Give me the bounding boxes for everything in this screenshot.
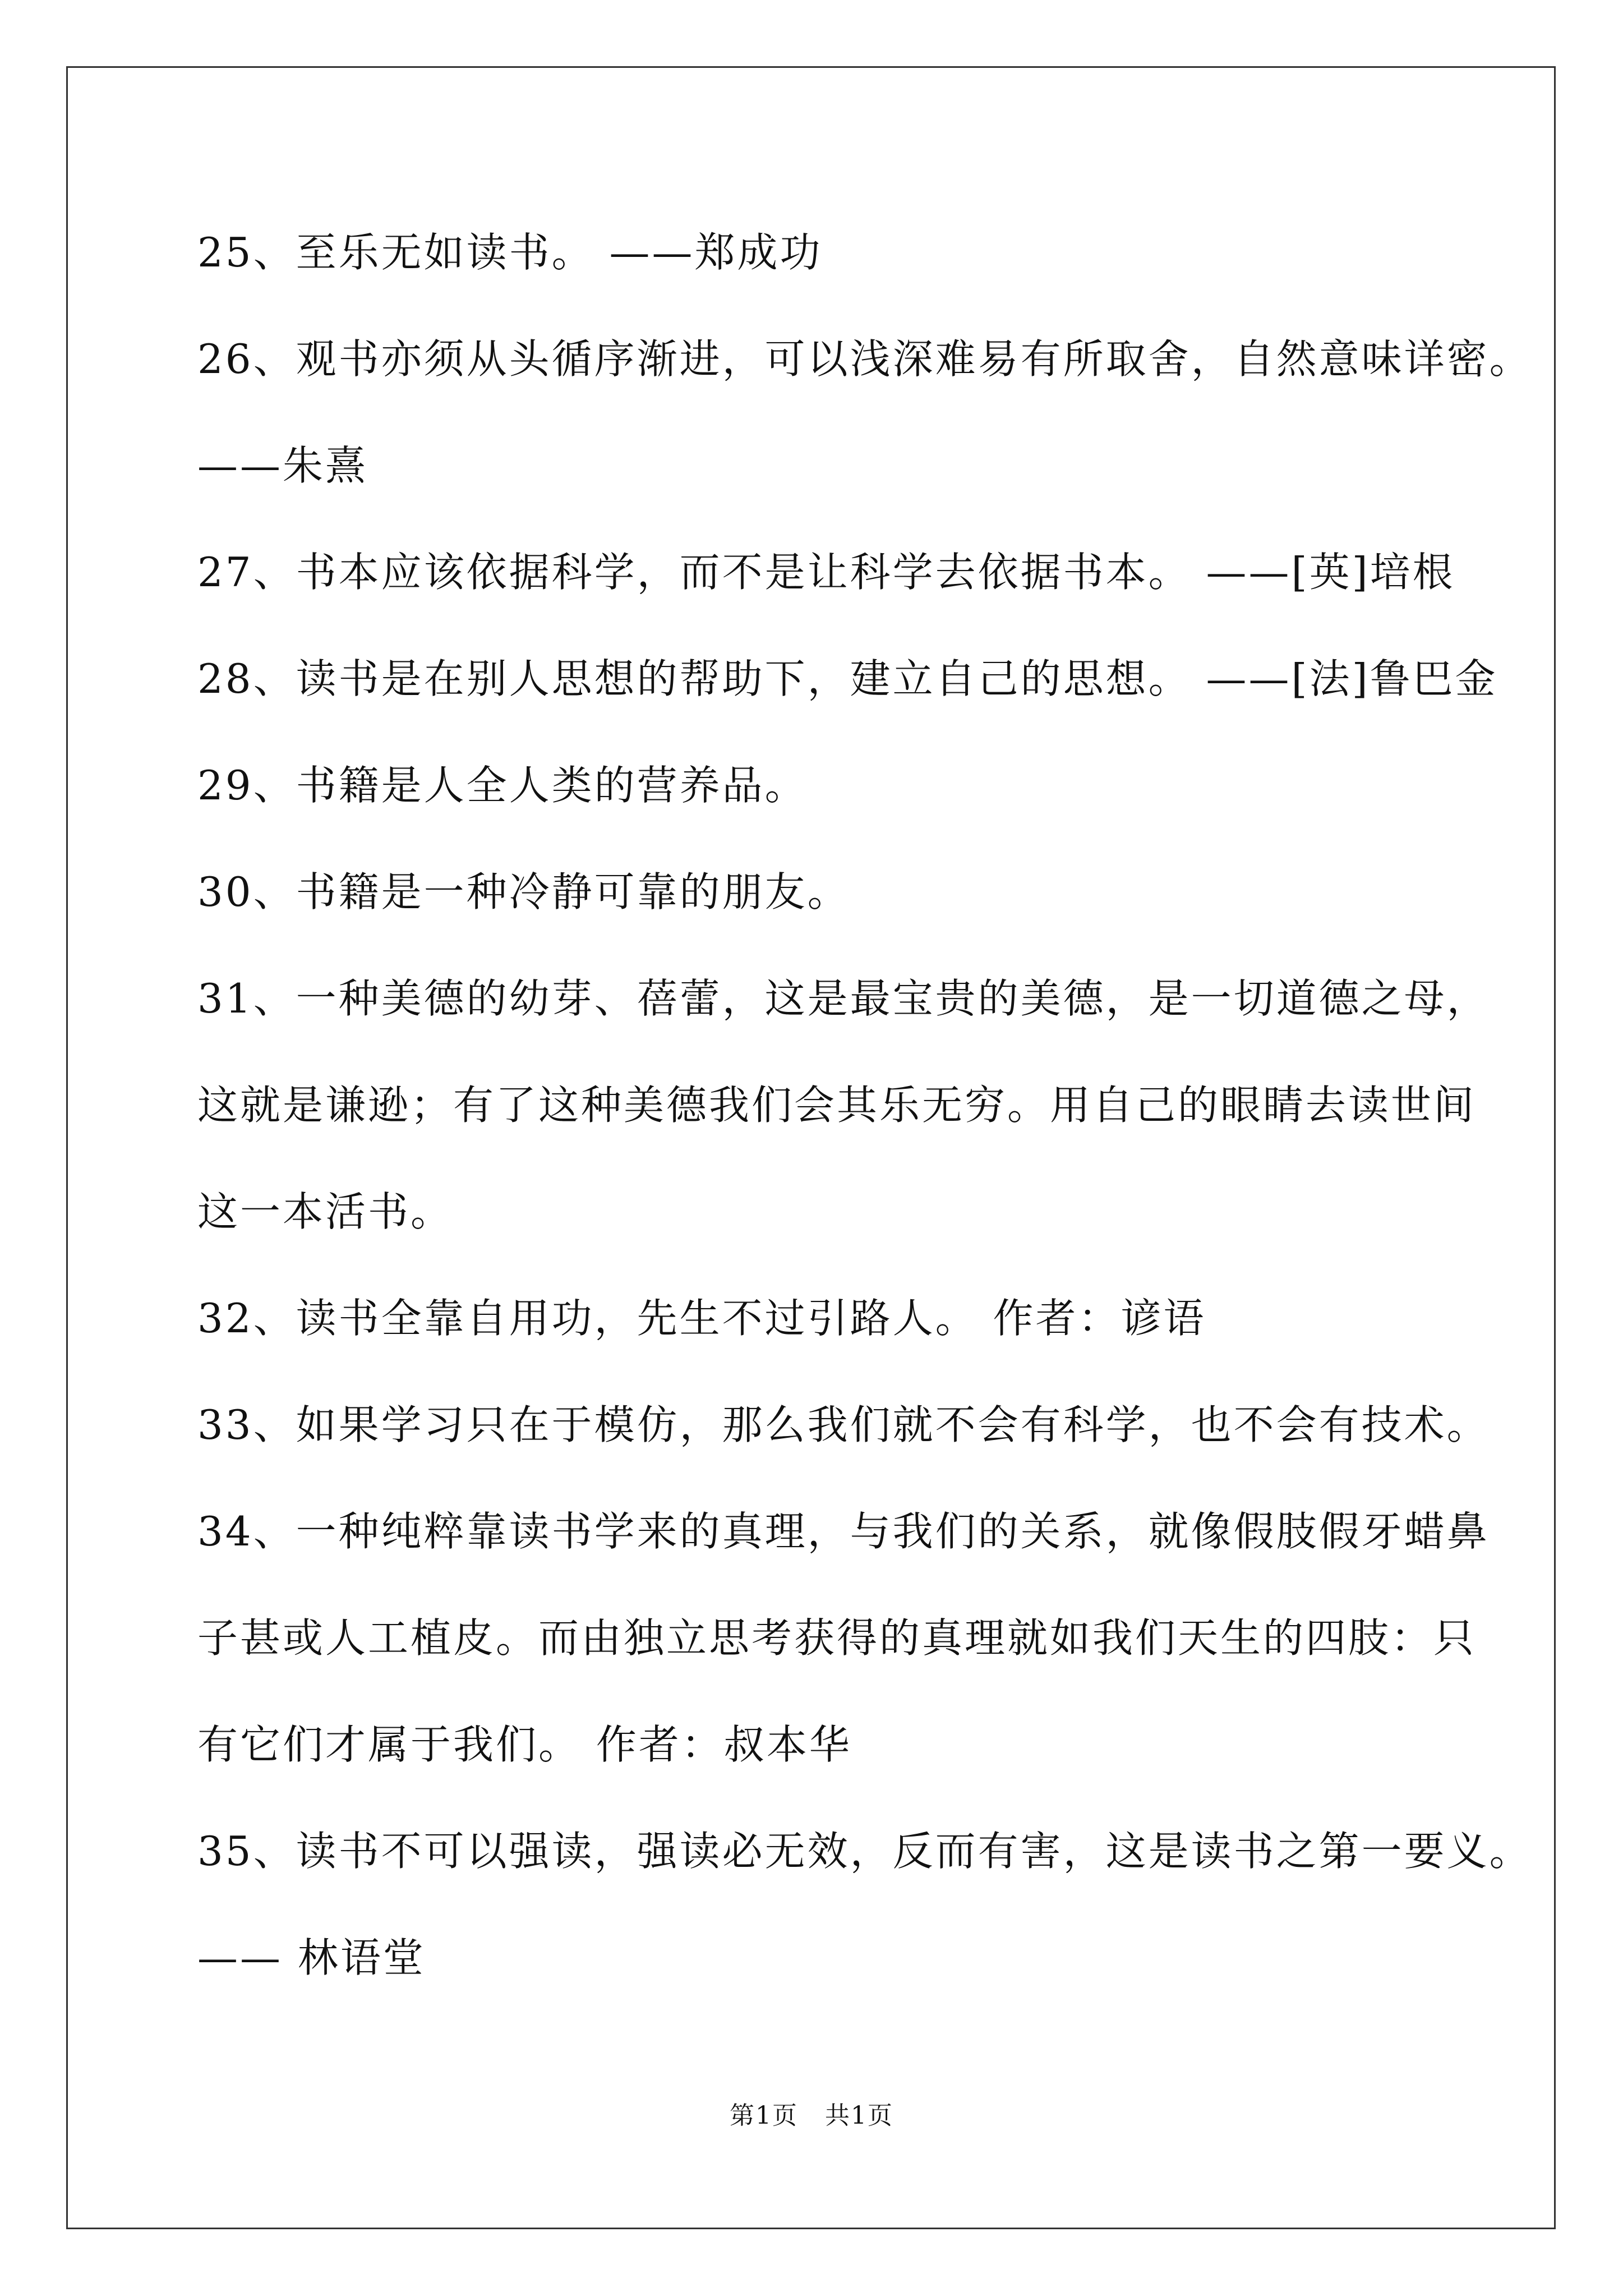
- text-line: 子甚或人工植皮。而由独立思考获得的真理就如我们天生的四肢：只: [197, 1614, 1477, 1662]
- text-line: 26、观书亦须从头循序渐进，可以浅深难易有所取舍，自然意味详密。: [197, 335, 1532, 383]
- text-line: 有它们才属于我们。 作者：叔本华: [197, 1721, 852, 1768]
- text-line: 这一本活书。: [197, 1188, 454, 1235]
- text-line: 34、一种纯粹靠读书学来的真理，与我们的关系，就像假肢假牙蜡鼻: [197, 1508, 1490, 1555]
- text-line: ——朱熹: [197, 442, 368, 489]
- text-line: 27、书本应该依据科学，而不是让科学去依据书本。 ——[英]培根: [197, 549, 1455, 596]
- text-line: 这就是谦逊；有了这种美德我们会其乐无穷。用自己的眼睛去读世间: [197, 1082, 1477, 1129]
- text-line: 31、一种美德的幼芽、蓓蕾，这是最宝贵的美德，是一切道德之母，: [197, 975, 1490, 1022]
- text-line: 33、如果学习只在于模仿，那么我们就不会有科学，也不会有技术。: [197, 1401, 1490, 1448]
- document-body: [197, 222, 1532, 2033]
- text-line: 30、书籍是一种冷静可靠的朋友。: [197, 868, 850, 915]
- text-line: 28、读书是在别人思想的帮助下，建立自己的思想。 ——[法]鲁巴金: [197, 655, 1498, 702]
- text-line: 25、至乐无如读书。 ——郑成功: [197, 229, 823, 276]
- text-line: 32、读书全靠自用功，先生不过引路人。 作者：谚语: [197, 1295, 1206, 1342]
- text-line: 35、读书不可以强读，强读必无效，反而有害，这是读书之第一要义。: [197, 1828, 1532, 1875]
- page-footer: 第1页 共1页: [730, 2101, 893, 2130]
- text-line: —— 林语堂: [197, 1934, 426, 1981]
- text-line: 29、书籍是人全人类的营养品。: [197, 762, 808, 809]
